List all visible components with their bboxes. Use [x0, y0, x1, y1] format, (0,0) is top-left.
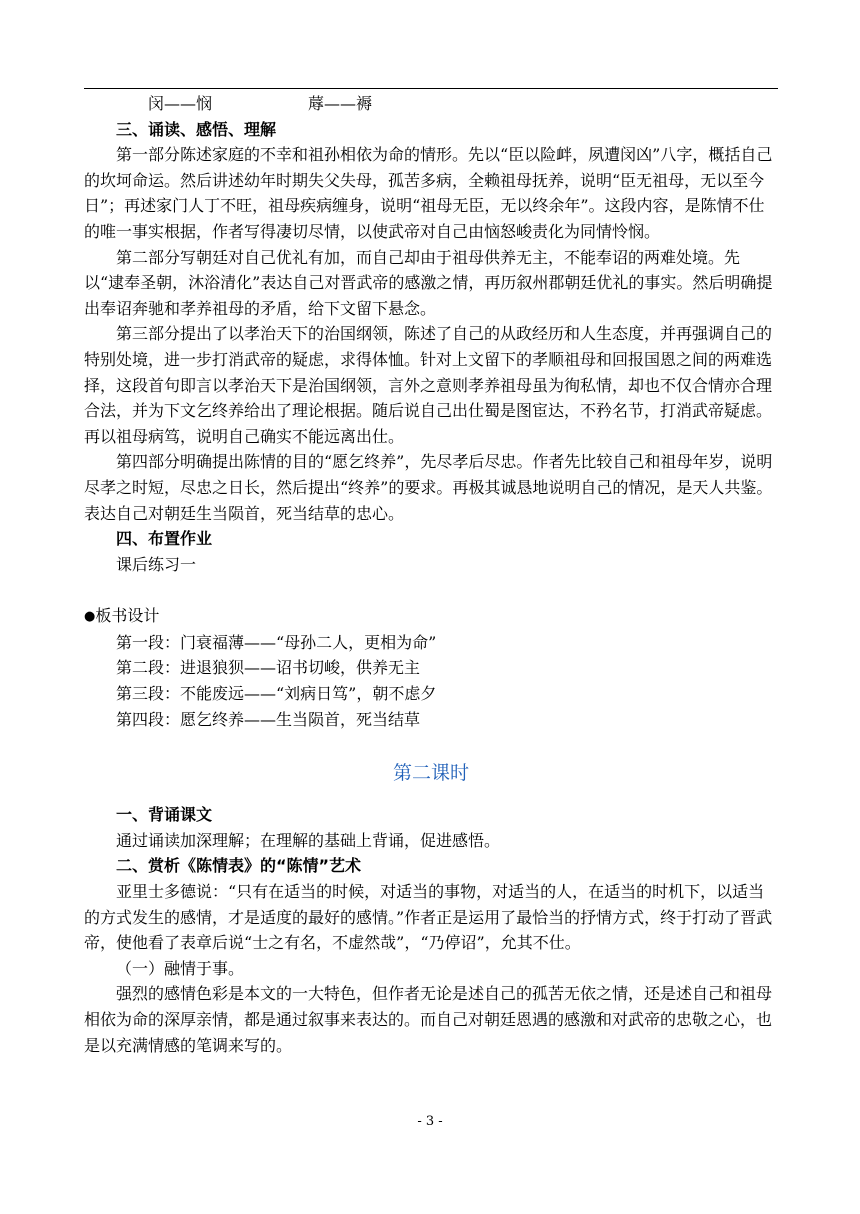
document-body	[84, 91, 778, 1058]
vocab-line	[84, 91, 778, 117]
board-design-title: 板书设计	[95, 606, 160, 626]
bullet-icon: ●	[84, 609, 96, 625]
paragraph: 通过诵读加深理解；在理解的基础上背诵，促进感悟。	[116, 830, 501, 850]
paragraph: 强烈的感情色彩是本文的一大特色，但作者无论是述自己的孤苦无依之情，还是述自己和祖母相依为命的深厚亲情，都是通过叙事来表达的。而自己对朝廷恩遇的感激和对武帝的忠敬之心，也是以充满情感的笔调来写的。	[84, 984, 773, 1055]
paragraph: 第三部分提出了以孝治天下的治国纲领，陈述了自己的从政经历和人生态度，并再强调自己的特别处境，进一步打消武帝的疑虑，求得体恤。针对上文留下的孝顺祖母和回报国恩之间的两难选择，这段首句即言以孝治天下是治国纲领，言外之意则孝养祖母虽为徇私情，却也不仅合情亦合理合法，并为下文乞终养给出了理论根据。随后说自己出仕蜀是图宦达，不矜名节，打消武帝疑虑。再以祖母病笃，说明自己确实不能远离出仕。	[84, 324, 773, 446]
subheading: （一）融情于事。	[116, 958, 245, 978]
section-heading: 一、背诵课文	[116, 805, 213, 825]
vocab-pair: 闵——悯	[148, 94, 213, 113]
paragraph: 第二部分写朝廷对自己优礼有加，而自己却由于祖母供养无主，不能奉诏的两难处境。先以“逮奉圣朝，沐浴清化”表达自己对晋武帝的感激之情，再历叙州郡朝廷优礼的事实。然后明确提出奉诏奔驰和孝养祖母的矛盾，给下文留下悬念。	[84, 247, 773, 318]
lesson-title: 第二课时	[392, 762, 469, 785]
vocab-pair: 蓐——褥	[308, 94, 373, 113]
board-line: 第一段：门衰福薄——“母孙二人，更相为命”	[116, 632, 437, 652]
paragraph: 第一部分陈述家庭的不幸和祖孙相依为命的情形。先以“臣以险衅，夙遭闵凶”八字，概括自己的坎坷命运。然后讲述幼年时期失父失母，孤苦多病，全赖祖母抚养，说明“臣无祖母，无以至今日”；再述家门人丁不旺，祖母疾病缠身，说明“祖母无臣，无以终余年”。这段内容，是陈情不仕的唯一事实根据，作者写得凄切尽情，以使武帝对自己由恼怒峻责化为同情怜悯。	[84, 145, 773, 241]
board-line: 第三段：不能废远——“刘病日笃”，朝不虑夕	[116, 684, 437, 704]
paragraph: 课后练习一	[116, 554, 197, 574]
paragraph: 亚里士多德说：“只有在适当的时候，对适当的事物，对适当的人，在适当的时机下，以适当的方式发生的感情，才是适度的最好的感情。”作者正是运用了最恰当的抒情方式，终于打动了晋武帝，使他看了表章后说“士之有名，不虚然哉”，“乃停诏”，允其不仕。	[84, 882, 773, 953]
paragraph: 第四部分明确提出陈情的目的“愿乞终养”，先尽孝后尽忠。作者先比较自己和祖母年岁，说明尽孝之时短，尽忠之日长，然后提出“终养”的要求。再极其诚恳地说明自己的情况，是天人共鉴。表达自己对朝廷生当陨首，死当结草的忠心。	[84, 452, 773, 523]
board-line: 第四段：愿乞终养——生当陨首，死当结草	[116, 709, 421, 729]
board-design-heading	[84, 603, 778, 630]
page-number: - 3 -	[417, 1114, 443, 1129]
board-line: 第二段：进退狼狈——诏书切峻，供养无主	[116, 658, 421, 678]
header-rule	[84, 88, 778, 89]
spacer	[84, 577, 778, 603]
section-heading: 三、诵读、感悟、理解	[116, 119, 277, 139]
section-heading: 二、赏析《陈情表》的“陈情”艺术	[116, 856, 362, 876]
section-heading: 四、布置作业	[116, 529, 213, 549]
